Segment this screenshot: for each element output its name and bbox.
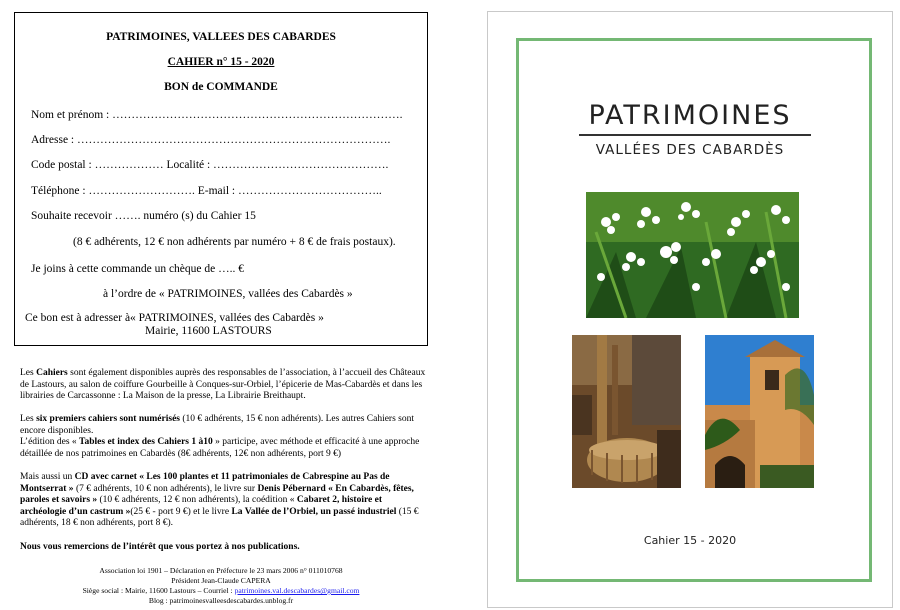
- price-note: (8 € adhérents, 12 € non adhérents par numéro + 8 € de frais postaux).: [73, 236, 396, 248]
- stone-church-tower-photo: [705, 335, 814, 488]
- cover-cahier-number: Cahier 15 - 2020: [643, 534, 737, 547]
- cover-page: [487, 11, 893, 608]
- cahier-number: CAHIER n° 15 - 2020: [167, 56, 275, 68]
- association-footer: [14, 566, 428, 606]
- footer-siege: Siège social : Mairie, 11600 Lastours – Courriel : patrimoines.val.descabardes@gmail.com: [82, 586, 360, 595]
- order-form: [14, 12, 428, 346]
- field-adresse[interactable]: Adresse : ……………………………………………………………………….: [31, 134, 391, 146]
- info-paragraph-availability: Les Cahiers sont également disponibles auprès des responsables de l’association, à l’accueil des Châteaux de Lastours, au salon de coiffure Gourbeille à Conques-sur-Orbiel, l’épicerie de Mas-Cabardès et dans les librairies de Carcassonne : La Maison de la presse, La Librairie Breithaupt.: [20, 368, 426, 402]
- field-cheque-amount[interactable]: Je joins à cette commande un chèque de ….. €: [31, 263, 244, 275]
- field-nom[interactable]: Nom et prénom : ………………………………………………………………….: [31, 109, 403, 121]
- send-address-line1: Ce bon est à adresser à« PATRIMOINES, vallées des Cabardès »: [25, 312, 324, 324]
- field-quantity[interactable]: Souhaite recevoir ……. numéro (s) du Cahier 15: [31, 210, 256, 222]
- form-heading: PATRIMOINES, VALLEES DES CABARDES: [106, 31, 336, 43]
- thanks-line: Nous vous remercions de l’intérêt que vous portez à nos publications.: [20, 542, 300, 552]
- wild-garlic-flowers-photo: [586, 192, 799, 318]
- footer-declaration: Association loi 1901 – Déclaration en Préfecture le 23 mars 2006 n° 011010768: [99, 566, 343, 575]
- cheque-order-note: à l’ordre de « PATRIMOINES, vallées des Cabardès »: [103, 288, 353, 300]
- field-telephone-email[interactable]: Téléphone : ………………………. E-mail : ………………………………..: [31, 185, 382, 197]
- wooden-mill-machinery-photo: [572, 335, 681, 488]
- cover-title: PATRIMOINES: [588, 100, 792, 131]
- cover-subtitle: VALLÉES DES CABARDÈS: [595, 142, 785, 158]
- bon-de-commande-title: BON de COMMANDE: [164, 81, 278, 93]
- info-paragraph-digitized: Les six premiers cahiers sont numérisés (10 € adhérents, 15 € non adhérents). Les autres Cahiers sont encore disponibles. L’édition des « Tables et index des Cahiers 1 à10 » participe, avec méthode et efficacité à une approche détaillée de nos patrimoines en Cabardès (8€ adhérents, 12€ non adhérents, port 9 €): [20, 414, 420, 459]
- send-address-line2: Mairie, 11600 LASTOURS: [145, 325, 272, 337]
- footer-blog: Blog : patrimoinesvalleesdescabardes.unblog.fr: [148, 596, 294, 605]
- field-code-postal-localite[interactable]: Code postal : ……………… Localité : ……………………………………….: [31, 159, 389, 171]
- cover-title-rule: [579, 134, 811, 136]
- email-link[interactable]: patrimoines.val.descabardes@gmail.com: [234, 586, 360, 595]
- footer-president: Président Jean-Claude CAPERA: [171, 576, 271, 585]
- info-paragraph-products: Mais aussi un CD avec carnet « Les 100 plantes et 11 patrimoniales de Cabrespine au Pas de Montserrat » (7 € adhérents, 10 € non adhérents), le livre sur Denis Pébernard « En Cabardès, fêtes, paroles et savoirs » (10 € adhérents, 12 € non adhérents), la coédition « Cabaret 2, histoire et archéologie d’un castrum »(25 € - port 9 €) et le livre La Vallée de l’Orbiel, un passé industriel (15 € adhérents, 18 € non adhérents, port 8 €).: [20, 472, 419, 529]
